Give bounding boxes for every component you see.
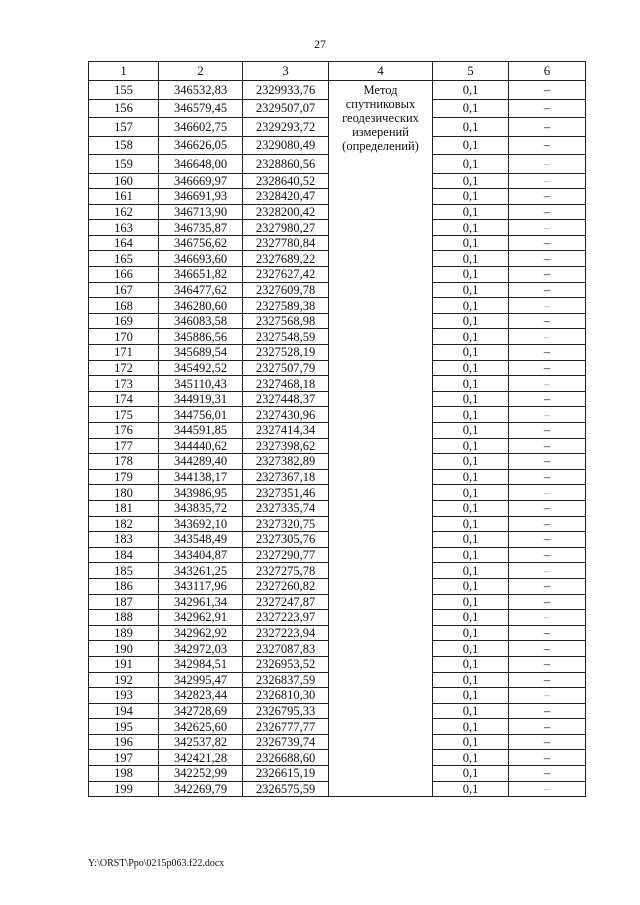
point-number-cell: 184	[89, 547, 159, 563]
point-number-cell: 162	[89, 204, 159, 220]
y-coordinate-cell: 2327468,18	[243, 376, 329, 392]
accuracy-cell: 0,1	[433, 485, 509, 501]
point-number-cell: 167	[89, 282, 159, 298]
y-coordinate-cell: 2326739,74	[243, 734, 329, 750]
note-cell: –	[509, 136, 586, 155]
note-cell: –	[509, 719, 586, 735]
accuracy-cell: 0,1	[433, 423, 509, 439]
note-cell: –	[509, 469, 586, 485]
y-coordinate-cell: 2327414,34	[243, 423, 329, 439]
x-coordinate-cell: 344440,62	[159, 438, 243, 454]
accuracy-cell: 0,1	[433, 750, 509, 766]
note-cell: –	[509, 516, 586, 532]
x-coordinate-cell: 342421,28	[159, 750, 243, 766]
accuracy-cell: 0,1	[433, 99, 509, 118]
point-number-cell: 170	[89, 329, 159, 345]
x-coordinate-cell: 346280,60	[159, 298, 243, 314]
y-coordinate-cell: 2327290,77	[243, 547, 329, 563]
y-coordinate-cell: 2326777,77	[243, 719, 329, 735]
x-coordinate-cell: 346626,05	[159, 136, 243, 155]
point-number-cell: 176	[89, 423, 159, 439]
point-number-cell: 191	[89, 656, 159, 672]
x-coordinate-cell: 345886,56	[159, 329, 243, 345]
note-cell: –	[509, 594, 586, 610]
x-coordinate-cell: 346602,75	[159, 118, 243, 137]
point-number-cell: 190	[89, 641, 159, 657]
note-cell: –	[509, 547, 586, 563]
x-coordinate-cell: 343261,25	[159, 563, 243, 579]
y-coordinate-cell: 2327335,74	[243, 500, 329, 516]
accuracy-cell: 0,1	[433, 360, 509, 376]
point-number-cell: 168	[89, 298, 159, 314]
note-cell: –	[509, 235, 586, 251]
note-cell: –	[509, 454, 586, 470]
point-number-cell: 187	[89, 594, 159, 610]
y-coordinate-cell: 2329293,72	[243, 118, 329, 137]
x-coordinate-cell: 344138,17	[159, 469, 243, 485]
x-coordinate-cell: 343692,10	[159, 516, 243, 532]
note-cell: –	[509, 173, 586, 189]
x-coordinate-cell: 342984,51	[159, 656, 243, 672]
note-cell: –	[509, 688, 586, 704]
accuracy-cell: 0,1	[433, 298, 509, 314]
accuracy-cell: 0,1	[433, 204, 509, 220]
table-row	[89, 81, 586, 100]
accuracy-cell: 0,1	[433, 469, 509, 485]
method-text-line: измерений	[352, 125, 409, 139]
point-number-cell: 188	[89, 610, 159, 626]
accuracy-cell: 0,1	[433, 719, 509, 735]
point-number-cell: 186	[89, 578, 159, 594]
point-number-cell: 199	[89, 781, 159, 797]
point-number-cell: 177	[89, 438, 159, 454]
accuracy-cell: 0,1	[433, 672, 509, 688]
note-cell: –	[509, 672, 586, 688]
accuracy-cell: 0,1	[433, 136, 509, 155]
note-cell: –	[509, 329, 586, 345]
y-coordinate-cell: 2328640,52	[243, 173, 329, 189]
point-number-cell: 160	[89, 173, 159, 189]
accuracy-cell: 0,1	[433, 641, 509, 657]
note-cell: –	[509, 610, 586, 626]
y-coordinate-cell: 2327507,79	[243, 360, 329, 376]
x-coordinate-cell: 342537,82	[159, 734, 243, 750]
note-cell: –	[509, 345, 586, 361]
point-number-cell: 157	[89, 118, 159, 137]
y-coordinate-cell: 2327351,46	[243, 485, 329, 501]
accuracy-cell: 0,1	[433, 235, 509, 251]
y-coordinate-cell: 2327980,27	[243, 220, 329, 236]
x-coordinate-cell: 342823,44	[159, 688, 243, 704]
accuracy-cell: 0,1	[433, 625, 509, 641]
note-cell: –	[509, 485, 586, 501]
accuracy-cell: 0,1	[433, 173, 509, 189]
point-number-cell: 155	[89, 81, 159, 100]
column-header: 5	[433, 62, 509, 81]
x-coordinate-cell: 346693,60	[159, 251, 243, 267]
page-number: 27	[314, 37, 326, 51]
note-cell: –	[509, 641, 586, 657]
y-coordinate-cell: 2327398,62	[243, 438, 329, 454]
x-coordinate-cell: 342995,47	[159, 672, 243, 688]
y-coordinate-cell: 2327609,78	[243, 282, 329, 298]
point-number-cell: 179	[89, 469, 159, 485]
y-coordinate-cell: 2328200,42	[243, 204, 329, 220]
note-cell: –	[509, 563, 586, 579]
point-number-cell: 198	[89, 766, 159, 782]
note-cell: –	[509, 360, 586, 376]
accuracy-cell: 0,1	[433, 329, 509, 345]
x-coordinate-cell: 342269,79	[159, 781, 243, 797]
x-coordinate-cell: 343986,95	[159, 485, 243, 501]
accuracy-cell: 0,1	[433, 313, 509, 329]
x-coordinate-cell: 343117,96	[159, 578, 243, 594]
y-coordinate-cell: 2329080,49	[243, 136, 329, 155]
column-header: 6	[509, 62, 586, 81]
y-coordinate-cell: 2327627,42	[243, 267, 329, 283]
y-coordinate-cell: 2329933,76	[243, 81, 329, 100]
y-coordinate-cell: 2327223,94	[243, 625, 329, 641]
note-cell: –	[509, 81, 586, 100]
y-coordinate-cell: 2327528,19	[243, 345, 329, 361]
y-coordinate-cell: 2327548,59	[243, 329, 329, 345]
y-coordinate-cell: 2326795,33	[243, 703, 329, 719]
x-coordinate-cell: 345492,52	[159, 360, 243, 376]
note-cell: –	[509, 155, 586, 174]
point-number-cell: 158	[89, 136, 159, 155]
x-coordinate-cell: 346669,97	[159, 173, 243, 189]
accuracy-cell: 0,1	[433, 594, 509, 610]
note-cell: –	[509, 220, 586, 236]
note-cell: –	[509, 578, 586, 594]
point-number-cell: 189	[89, 625, 159, 641]
method-text-line: Метод	[363, 83, 398, 97]
y-coordinate-cell: 2329507,07	[243, 99, 329, 118]
accuracy-cell: 0,1	[433, 438, 509, 454]
method-text-line: спутниковых	[345, 97, 416, 111]
accuracy-cell: 0,1	[433, 220, 509, 236]
x-coordinate-cell: 345110,43	[159, 376, 243, 392]
method-text-line: геодезических	[342, 111, 419, 125]
point-number-cell: 181	[89, 500, 159, 516]
y-coordinate-cell: 2327780,84	[243, 235, 329, 251]
x-coordinate-cell: 343404,87	[159, 547, 243, 563]
accuracy-cell: 0,1	[433, 703, 509, 719]
y-coordinate-cell: 2327448,37	[243, 391, 329, 407]
accuracy-cell: 0,1	[433, 656, 509, 672]
column-header: 3	[243, 62, 329, 81]
accuracy-cell: 0,1	[433, 118, 509, 137]
x-coordinate-cell: 342962,92	[159, 625, 243, 641]
x-coordinate-cell: 342962,91	[159, 610, 243, 626]
y-coordinate-cell: 2327260,82	[243, 578, 329, 594]
note-cell: –	[509, 734, 586, 750]
y-coordinate-cell: 2327568,98	[243, 313, 329, 329]
note-cell: –	[509, 267, 586, 283]
accuracy-cell: 0,1	[433, 251, 509, 267]
accuracy-cell: 0,1	[433, 766, 509, 782]
y-coordinate-cell: 2327320,75	[243, 516, 329, 532]
accuracy-cell: 0,1	[433, 282, 509, 298]
point-number-cell: 171	[89, 345, 159, 361]
y-coordinate-cell: 2327247,87	[243, 594, 329, 610]
x-coordinate-cell: 346477,62	[159, 282, 243, 298]
method-text-line: (определений)	[342, 139, 419, 153]
note-cell: –	[509, 781, 586, 797]
accuracy-cell: 0,1	[433, 376, 509, 392]
point-number-cell: 165	[89, 251, 159, 267]
y-coordinate-cell: 2327275,78	[243, 563, 329, 579]
note-cell: –	[509, 99, 586, 118]
note-cell: –	[509, 298, 586, 314]
point-number-cell: 156	[89, 99, 159, 118]
x-coordinate-cell: 342252,99	[159, 766, 243, 782]
coordinates-table	[88, 61, 586, 797]
note-cell: –	[509, 189, 586, 205]
point-number-cell: 163	[89, 220, 159, 236]
note-cell: –	[509, 118, 586, 137]
x-coordinate-cell: 346083,58	[159, 313, 243, 329]
accuracy-cell: 0,1	[433, 345, 509, 361]
note-cell: –	[509, 625, 586, 641]
accuracy-cell: 0,1	[433, 688, 509, 704]
point-number-cell: 175	[89, 407, 159, 423]
point-number-cell: 194	[89, 703, 159, 719]
accuracy-cell: 0,1	[433, 407, 509, 423]
note-cell: –	[509, 391, 586, 407]
note-cell: –	[509, 204, 586, 220]
accuracy-cell: 0,1	[433, 267, 509, 283]
note-cell: –	[509, 656, 586, 672]
x-coordinate-cell: 346713,90	[159, 204, 243, 220]
y-coordinate-cell: 2326575,59	[243, 781, 329, 797]
x-coordinate-cell: 342625,60	[159, 719, 243, 735]
y-coordinate-cell: 2326688,60	[243, 750, 329, 766]
accuracy-cell: 0,1	[433, 781, 509, 797]
x-coordinate-cell: 342972,03	[159, 641, 243, 657]
accuracy-cell: 0,1	[433, 516, 509, 532]
x-coordinate-cell: 345689,54	[159, 345, 243, 361]
point-number-cell: 161	[89, 189, 159, 205]
point-number-cell: 173	[89, 376, 159, 392]
point-number-cell: 192	[89, 672, 159, 688]
note-cell: –	[509, 500, 586, 516]
note-cell: –	[509, 703, 586, 719]
note-cell: –	[509, 438, 586, 454]
note-cell: –	[509, 407, 586, 423]
table-body	[89, 81, 586, 797]
x-coordinate-cell: 343548,49	[159, 532, 243, 548]
note-cell: –	[509, 766, 586, 782]
point-number-cell: 174	[89, 391, 159, 407]
x-coordinate-cell: 346691,93	[159, 189, 243, 205]
y-coordinate-cell: 2327589,38	[243, 298, 329, 314]
accuracy-cell: 0,1	[433, 454, 509, 470]
point-number-cell: 193	[89, 688, 159, 704]
point-number-cell: 164	[89, 235, 159, 251]
y-coordinate-cell: 2327430,96	[243, 407, 329, 423]
note-cell: –	[509, 376, 586, 392]
y-coordinate-cell: 2326810,30	[243, 688, 329, 704]
accuracy-cell: 0,1	[433, 155, 509, 174]
document-path: Y:\ORST\Ppo\0215p063.f22.docx	[88, 858, 225, 869]
x-coordinate-cell: 344289,40	[159, 454, 243, 470]
x-coordinate-cell: 346735,87	[159, 220, 243, 236]
point-number-cell: 159	[89, 155, 159, 174]
point-number-cell: 178	[89, 454, 159, 470]
y-coordinate-cell: 2328860,56	[243, 155, 329, 174]
point-number-cell: 182	[89, 516, 159, 532]
point-number-cell: 185	[89, 563, 159, 579]
accuracy-cell: 0,1	[433, 189, 509, 205]
y-coordinate-cell: 2326837,59	[243, 672, 329, 688]
point-number-cell: 172	[89, 360, 159, 376]
column-header: 4	[329, 62, 433, 81]
point-number-cell: 166	[89, 267, 159, 283]
note-cell: –	[509, 423, 586, 439]
point-number-cell: 197	[89, 750, 159, 766]
x-coordinate-cell: 344919,31	[159, 391, 243, 407]
method-cell	[329, 81, 433, 797]
accuracy-cell: 0,1	[433, 532, 509, 548]
y-coordinate-cell: 2327382,89	[243, 454, 329, 470]
y-coordinate-cell: 2327305,76	[243, 532, 329, 548]
y-coordinate-cell: 2327689,22	[243, 251, 329, 267]
point-number-cell: 169	[89, 313, 159, 329]
x-coordinate-cell: 346756,62	[159, 235, 243, 251]
table-header-row	[89, 62, 586, 81]
note-cell: –	[509, 532, 586, 548]
x-coordinate-cell: 346648,00	[159, 155, 243, 174]
note-cell: –	[509, 750, 586, 766]
accuracy-cell: 0,1	[433, 610, 509, 626]
point-number-cell: 183	[89, 532, 159, 548]
point-number-cell: 180	[89, 485, 159, 501]
accuracy-cell: 0,1	[433, 500, 509, 516]
y-coordinate-cell: 2327223,97	[243, 610, 329, 626]
note-cell: –	[509, 282, 586, 298]
y-coordinate-cell: 2327087,83	[243, 641, 329, 657]
accuracy-cell: 0,1	[433, 734, 509, 750]
y-coordinate-cell: 2326953,52	[243, 656, 329, 672]
y-coordinate-cell: 2328420,47	[243, 189, 329, 205]
x-coordinate-cell: 346579,45	[159, 99, 243, 118]
note-cell: –	[509, 313, 586, 329]
column-header: 2	[159, 62, 243, 81]
x-coordinate-cell: 344591,85	[159, 423, 243, 439]
accuracy-cell: 0,1	[433, 81, 509, 100]
accuracy-cell: 0,1	[433, 547, 509, 563]
point-number-cell: 195	[89, 719, 159, 735]
accuracy-cell: 0,1	[433, 578, 509, 594]
accuracy-cell: 0,1	[433, 563, 509, 579]
column-header: 1	[89, 62, 159, 81]
note-cell: –	[509, 251, 586, 267]
y-coordinate-cell: 2327367,18	[243, 469, 329, 485]
accuracy-cell: 0,1	[433, 391, 509, 407]
x-coordinate-cell: 346532,83	[159, 81, 243, 100]
y-coordinate-cell: 2326615,19	[243, 766, 329, 782]
point-number-cell: 196	[89, 734, 159, 750]
x-coordinate-cell: 346651,82	[159, 267, 243, 283]
x-coordinate-cell: 342728,69	[159, 703, 243, 719]
x-coordinate-cell: 342961,34	[159, 594, 243, 610]
x-coordinate-cell: 343835,72	[159, 500, 243, 516]
x-coordinate-cell: 344756,01	[159, 407, 243, 423]
